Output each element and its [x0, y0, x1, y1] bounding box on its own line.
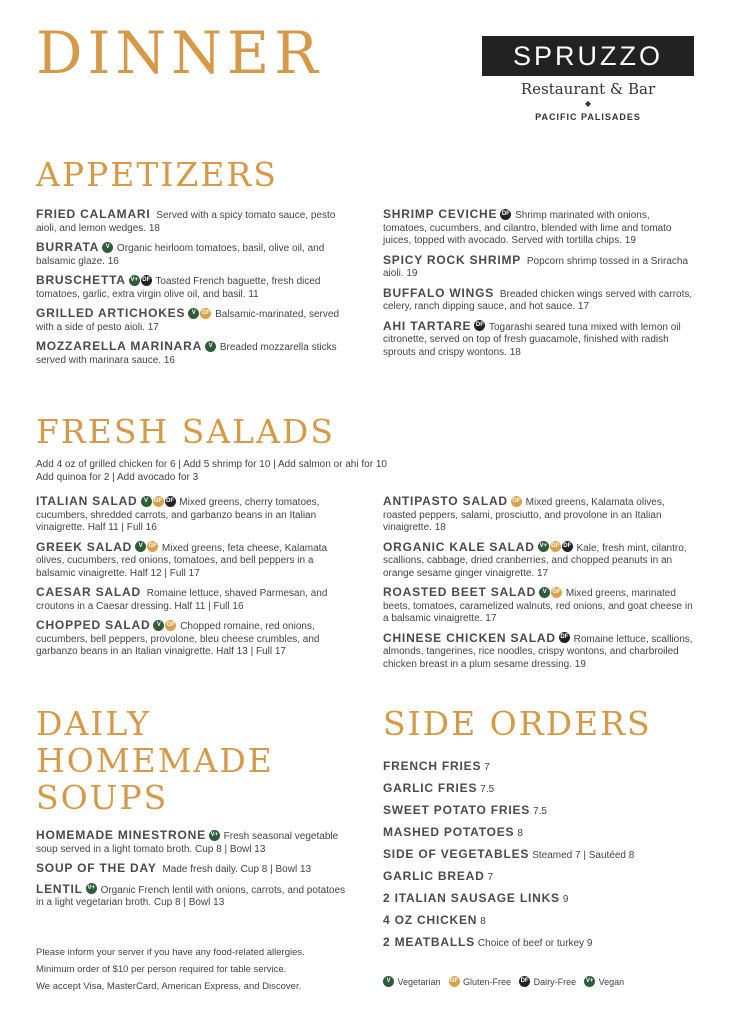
menu-item-name: ROASTED BEET SALAD	[383, 585, 537, 599]
dietary-badge-icon: V	[153, 620, 164, 631]
side-item-name: GARLIC FRIES	[383, 781, 478, 795]
menu-item	[36, 541, 346, 581]
footer-minimum-note: Minimum order of $10 per person required for table service.	[36, 964, 287, 975]
dietary-badge-icon: V	[188, 308, 199, 319]
menu-item	[36, 307, 346, 334]
menu-item-description: Organic heirloom tomatoes, basil, olive oil, and balsamic glaze. 16	[36, 243, 325, 267]
side-item	[383, 756, 634, 778]
menu-item	[36, 883, 346, 910]
soups-title	[36, 706, 274, 817]
dietary-badge-icon: DF	[562, 541, 573, 552]
menu-item-description: Romaine lettuce, scallions, almonds, tangerines, rice noodles, crispy wontons, and charbroiled chicken breast in a plum sesame dressing. 19	[383, 633, 693, 670]
footer-payment-note: We accept Visa, MasterCard, American Express, and Discover.	[36, 981, 302, 992]
menu-item	[383, 632, 693, 672]
dietary-legend	[383, 977, 632, 988]
menu-item-name: SHRIMP CEVICHE	[383, 207, 498, 221]
side-item-price: Steamed 7 | Sautéed 8	[532, 850, 635, 861]
side-item-price: 9	[562, 894, 569, 905]
restaurant-logo	[482, 36, 694, 122]
addons-line-1: Add 4 oz of grilled chicken for 6 | Add 5 shrimp for 10 | Add salmon or ahi for 10	[36, 459, 387, 470]
dietary-badge-icon: V	[539, 587, 550, 598]
legend-entry	[519, 977, 576, 987]
dietary-badge-icon: V+	[209, 830, 220, 841]
side-item-price: 7	[487, 872, 494, 883]
dietary-badge-icon: DF	[165, 496, 176, 507]
addons-line-2: Add quinoa for 2 | Add avocado for 3	[36, 471, 199, 483]
side-item-name: SWEET POTATO FRIES	[383, 803, 531, 817]
menu-item-name: ORGANIC KALE SALAD	[383, 539, 535, 554]
dietary-badge-icon: V+	[538, 541, 549, 552]
menu-item	[36, 495, 346, 535]
menu-item-description: Mixed greens, cherry tomatoes, cucumbers, shredded carrots, and garbanzo beans in an Italian vinaigrette. Half 11 | Full 16	[36, 497, 320, 533]
dietary-badge-icon: V	[141, 496, 152, 507]
side-item-price: 7.5	[533, 806, 547, 817]
menu-item-name: MOZZARELLA MARINARA	[36, 339, 203, 353]
menu-item-name: AHI TARTARE	[383, 318, 472, 333]
menu-item-name: GREEK SALAD	[36, 539, 133, 554]
menu-item-description: Kale, fresh mint, cilantro, scallions, cabbage, dried cranberries, and chopped peanuts in an orange sesame ginger vinaigrette. 17	[383, 542, 687, 579]
menu-item-description: Romaine lettuce, shaved Parmesan, and croutons in a Caesar dressing. Half 11 | Full 16	[36, 588, 328, 612]
sides-list	[383, 756, 634, 954]
side-item-name: FRENCH FRIES	[383, 759, 482, 773]
salad-addons-note	[36, 459, 387, 484]
menu-item-name: HOMEMADE MINESTRONE	[36, 828, 206, 842]
dietary-badge-icon: DF	[500, 209, 511, 220]
side-item	[383, 778, 634, 800]
appetizers-left-column	[36, 208, 346, 373]
menu-item-name: ITALIAN SALAD	[36, 494, 138, 508]
menu-item-name: FRIED CALAMARI	[36, 207, 151, 221]
footer-notes	[36, 944, 305, 995]
dietary-badge-icon: GF	[153, 496, 164, 507]
menu-item-name: LENTIL	[36, 881, 83, 896]
legend-entry	[383, 977, 441, 987]
menu-item	[383, 208, 693, 248]
menu-item	[383, 541, 693, 581]
side-item	[383, 910, 634, 932]
menu-item-description: Mixed greens, Kalamata olives, roasted peppers, salami, prosciutto, and provolone in an Italian vinaigrette. 18	[383, 497, 665, 533]
menu-item	[36, 241, 346, 268]
menu-item-description: Togarashi seared tuna mixed with lemon oil citronette, served on top of fresh guacamole, finished with radish sprouts and crispy wontons. 18	[383, 321, 681, 358]
dietary-badge-icon: GF	[550, 541, 561, 552]
menu-item	[383, 586, 693, 626]
menu-item-description: Shrimp marinated with onions, tomatoes, cucumbers, and cilantro, blended with lime and tomato juices, topped with avocado. Served with tortilla chips. 19	[383, 210, 672, 246]
side-item-name: SIDE OF VEGETABLES	[383, 847, 530, 861]
footer-allergy-note: Please inform your server if you have any food-related allergies.	[36, 947, 305, 958]
soups-title-line-2: HOMEMADE	[36, 740, 274, 780]
legend-entry	[449, 977, 512, 987]
menu-item	[36, 862, 346, 877]
menu-item	[36, 208, 346, 235]
sides-title: SIDE ORDERS	[383, 704, 652, 743]
dietary-badge-icon: GF	[200, 308, 211, 319]
logo-name: SPRUZZO	[482, 36, 694, 76]
legend-label: Vegan	[596, 977, 625, 987]
dietary-badge-icon: V	[383, 976, 394, 987]
menu-item-name: CHINESE CHICKEN SALAD	[383, 630, 556, 645]
legend-label: Vegetarian	[395, 977, 441, 987]
dietary-badge-icon: GF	[449, 976, 460, 987]
side-item	[383, 866, 634, 888]
menu-item-description: Chopped romaine, red onions, cucumbers, bell peppers, provolone, bleu cheese crumbles, and garbanzo beans in an Italian vinaigrette. Half 13 | Full 17	[36, 621, 320, 657]
menu-item-description: Breaded mozzarella sticks served with marinara sauce. 16	[36, 342, 337, 366]
soups-title-line-1: DAILY	[36, 704, 151, 743]
menu-item-name: ANTIPASTO SALAD	[383, 494, 508, 508]
dietary-badge-icon: DF	[474, 320, 485, 331]
soups-title-line-3: SOUPS	[36, 777, 169, 817]
menu-title: DINNER	[36, 19, 323, 87]
menu-item	[36, 274, 346, 301]
dietary-badge-icon: V	[102, 242, 113, 253]
dietary-badge-icon: V+	[86, 883, 97, 894]
menu-item-description: Served with a spicy tomato sauce, pesto aioli, and lemon wedges. 18	[36, 210, 336, 234]
dietary-badge-icon: V+	[129, 275, 140, 286]
menu-item-description: Mixed greens, feta cheese, Kalamata olives, cucumbers, red onions, tomatoes, and bell peppers in a balsamic vinaigrette. Half 12 | Full 17	[36, 542, 328, 579]
side-item	[383, 844, 634, 866]
side-item	[383, 932, 634, 954]
menu-item-description: Balsamic-marinated, served with a side of pesto aioli. 17	[36, 309, 340, 333]
dietary-badge-icon: GF	[165, 620, 176, 631]
menu-item-name: CHOPPED SALAD	[36, 618, 151, 632]
menu-item	[36, 586, 346, 613]
menu-item-description: Made fresh daily. Cup 8 | Bowl 13	[159, 864, 312, 875]
side-item-price: 7.5	[480, 784, 495, 795]
side-item-name: 2 ITALIAN SAUSAGE LINKS	[383, 891, 560, 905]
salads-title: FRESH SALADS	[36, 412, 335, 451]
diamond-icon: ◆	[584, 99, 592, 108]
dietary-badge-icon: V	[135, 541, 146, 552]
logo-subtitle: Restaurant & Bar	[520, 80, 656, 98]
dietary-badge-icon: V	[205, 341, 216, 352]
side-item-price: 7	[484, 762, 490, 773]
menu-item-description: Popcorn shrimp tossed in a Sriracha aioli. 19	[383, 255, 689, 279]
menu-item	[383, 320, 693, 360]
dietary-badge-icon: DF	[559, 632, 570, 643]
menu-item-name: SPICY ROCK SHRIMP	[383, 252, 522, 267]
menu-item	[383, 287, 693, 314]
side-item-name: 2 MEATBALLS	[383, 935, 475, 949]
menu-item-description: Fresh seasonal vegetable soup served in a light tomato broth. Cup 8 | Bowl 13	[36, 831, 339, 855]
dietary-badge-icon: GF	[147, 541, 158, 552]
appetizers-title: APPETIZERS	[36, 155, 278, 194]
menu-item-name: SOUP OF THE DAY	[36, 861, 157, 875]
legend-label: Dairy-Free	[531, 977, 577, 987]
side-item	[383, 888, 634, 910]
menu-item-description: Mixed greens, marinated beets, tomatoes, caramelized walnuts, red onions, and goat cheese in a balsamic vinaigrette. 17	[383, 588, 693, 624]
menu-item-name: GRILLED ARTICHOKES	[36, 306, 186, 320]
side-item	[383, 800, 634, 822]
soups-column	[36, 829, 346, 916]
side-item-price: 8	[480, 916, 486, 927]
legend-label: Gluten-Free	[460, 977, 512, 987]
menu-item-name: BRUSCHETTA	[36, 273, 126, 287]
side-item-name: 4 OZ CHICKEN	[383, 913, 478, 927]
side-item-name: GARLIC BREAD	[383, 869, 485, 883]
side-item-price: Choice of beef or turkey 9	[477, 938, 593, 949]
menu-item	[36, 619, 346, 659]
side-item	[383, 822, 634, 844]
appetizers-right-column	[383, 208, 693, 365]
dietary-badge-icon: GF	[551, 587, 562, 598]
side-item-name: MASHED POTATOES	[383, 825, 515, 839]
menu-item-name: BUFFALO WINGS	[383, 285, 495, 300]
menu-item-description: Breaded chicken wings served with carrots, celery, ranch dipping sauce, and hot sauce. 17	[383, 288, 693, 312]
side-item-price: 8	[517, 828, 523, 839]
salads-right-column	[383, 495, 693, 677]
dietary-badge-icon: V+	[584, 976, 595, 987]
salads-left-column	[36, 495, 346, 665]
menu-item-description: Toasted French baguette, fresh diced tomatoes, garlic, extra virgin olive oil, and basil. 11	[36, 276, 321, 300]
dietary-badge-icon: GF	[511, 496, 522, 507]
menu-item-name: BURRATA	[36, 240, 100, 254]
menu-item	[383, 254, 693, 281]
menu-item-name: CAESAR SALAD	[36, 585, 141, 599]
menu-item	[383, 495, 693, 535]
logo-location: PACIFIC PALISADES	[535, 112, 641, 122]
menu-item-description: Organic French lentil with onions, carrots, and potatoes in a light vegetarian broth. Cup 8 | Bowl 13	[36, 884, 346, 908]
dietary-badge-icon: DF	[519, 976, 530, 987]
legend-entry	[584, 977, 624, 987]
menu-item	[36, 340, 346, 367]
dietary-badge-icon: DF	[141, 275, 152, 286]
menu-item	[36, 829, 346, 856]
